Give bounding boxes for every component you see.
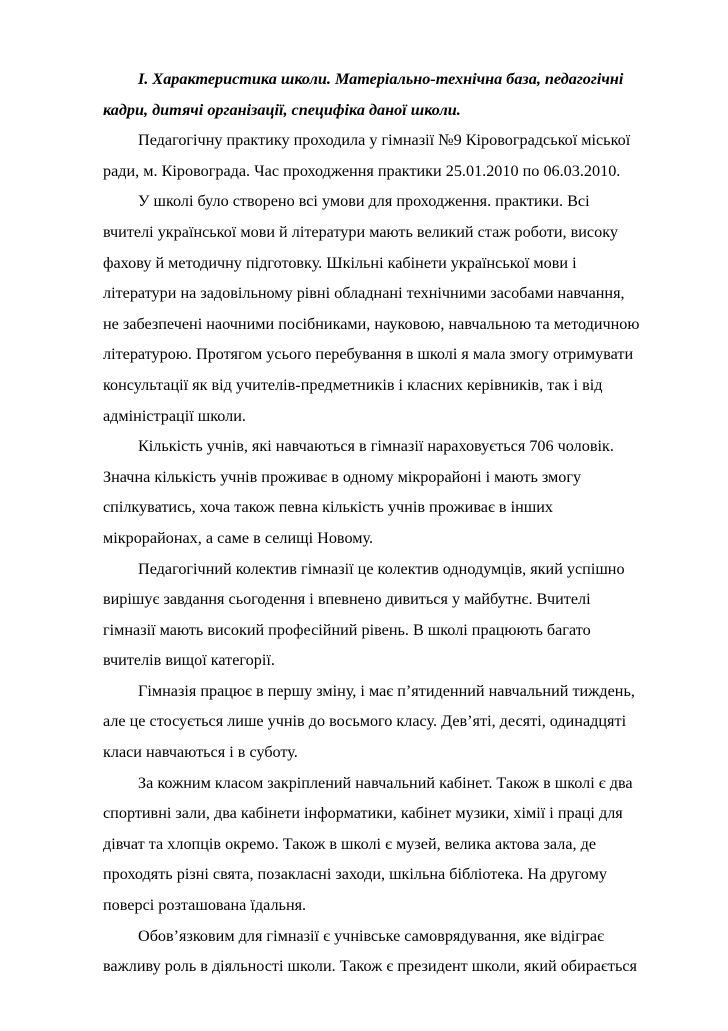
- paragraph-line: літературою. Протягом усього перебування в школі я мала змогу отримувати: [103, 345, 634, 364]
- paragraph-line: Педагогічну практику проходила у гімназії №9 Кіровоградської міської: [138, 131, 631, 150]
- heading-line: кадри, дитячі організації, специфіка даної школи.: [103, 100, 461, 119]
- paragraph: [103, 186, 681, 431]
- paragraph-line: У школі було створено всі умови для проходження. практики. Всі: [138, 192, 590, 211]
- paragraph: [103, 431, 681, 553]
- paragraph-line: вчителів вищої категорії.: [103, 651, 275, 670]
- paragraph-line: дівчат та хлопців окремо. Також в школі є музей, велика актова зала, де: [103, 834, 597, 853]
- paragraph-line: мікрорайонах, а саме в селищі Новому.: [103, 528, 374, 547]
- paragraph-line: спортивні зали, два кабінети інформатики, кабінет музики, хімії і праці для: [103, 804, 623, 823]
- heading-line: I. Характеристика школи. Матеріально-технічна база, педагогічні: [138, 70, 624, 88]
- paragraph-line: Педагогічний колектив гімназії це колектив однодумців, який успішно: [138, 559, 625, 578]
- paragraph-line: ради, м. Кіровограда. Час проходження практики 25.01.2010 по 06.03.2010.: [103, 161, 621, 180]
- paragraph-line: але це стосується лише учнів до восьмого класу. Дев’яті, десяті, одинадцяті: [103, 712, 627, 731]
- paragraph-line: важливу роль в діяльності школи. Також є президент школи, який обирається: [103, 957, 638, 976]
- paragraph-line: класи навчаються і в суботу.: [103, 743, 298, 762]
- paragraph-line: поверсі розташована їдальня.: [103, 896, 307, 915]
- paragraph-line: вчителі української мови й літератури мають великий стаж роботи, високу: [103, 222, 618, 241]
- paragraph: [103, 768, 681, 921]
- paragraph-line: спілкуватись, хоча також певна кількість учнів проживає в інших: [103, 498, 554, 517]
- paragraph: [103, 921, 681, 982]
- paragraph-line: гімназії мають високий професійний рівень. В школі працюють багато: [103, 620, 591, 639]
- paragraph-line: консультації як від учителів-предметників і класних керівників, так і від: [103, 375, 603, 394]
- paragraph: [103, 125, 681, 186]
- section-heading: [103, 64, 681, 125]
- paragraph-line: Значна кількість учнів проживає в одному мікрорайоні і мають змогу: [103, 467, 582, 486]
- document-body: [103, 64, 681, 982]
- paragraph-line: проходять різні свята, позакласні заходи, шкільна бібліотека. На другому: [103, 865, 607, 884]
- paragraph-line: За кожним класом закріплений навчальний кабінет. Також в школі є два: [138, 773, 633, 792]
- paragraph-line: Гімназія працює в першу зміну, і має п’ятиденний навчальний тиждень,: [138, 681, 635, 700]
- paragraph: [103, 676, 681, 768]
- paragraph-line: Кількість учнів, які навчаються в гімназії нараховується 706 чоловік.: [138, 437, 614, 456]
- paragraph-line: не забезпечені наочними посібниками, науковою, навчальною та методичною: [103, 314, 640, 333]
- paragraph-line: адміністрації школи.: [103, 406, 246, 425]
- paragraph-line: літератури на задовільному рівні обладнані технічними засобами навчання,: [103, 284, 625, 303]
- paragraph-line: Обов’язковим для гімназії є учнівське самоврядування, яке відіграє: [138, 926, 605, 945]
- paragraph-line: вирішує завдання сьогодення і впевнено дивиться у майбутнє. Вчителі: [103, 590, 591, 609]
- paragraph-line: фахову й методичну підготовку. Шкільні кабінети української мови і: [103, 253, 577, 272]
- paragraph: [103, 554, 681, 676]
